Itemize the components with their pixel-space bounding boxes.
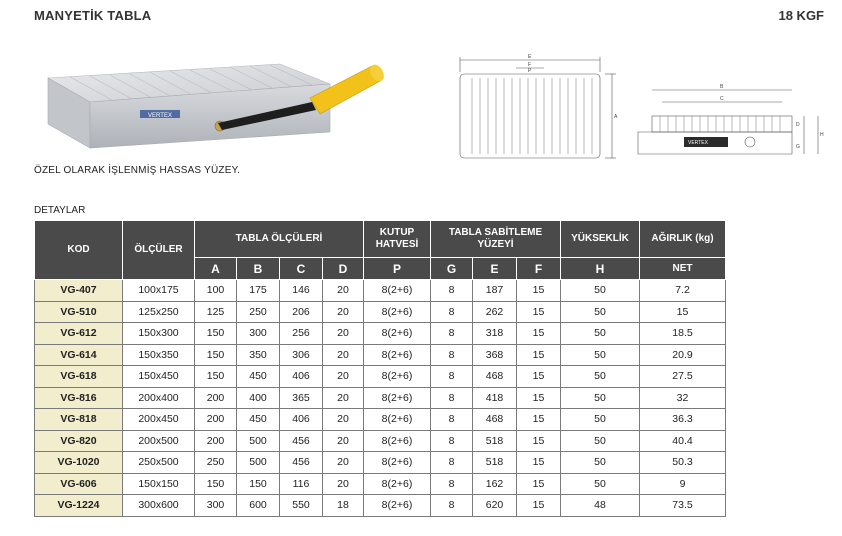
table-cell: 206 <box>280 301 323 323</box>
drawing-brand-label: VERTEX <box>688 140 708 146</box>
table-cell: 20 <box>323 366 364 388</box>
dim-label-g: G <box>796 144 800 150</box>
table-cell: 20 <box>323 344 364 366</box>
table-cell: 8(2+6) <box>364 409 431 431</box>
table-cell: 50 <box>561 344 640 366</box>
table-cell: 256 <box>280 323 323 345</box>
subheader-d: D <box>323 258 364 280</box>
header-tabla-sabitleme: TABLA SABİTLEME YÜZEYİ <box>431 221 561 258</box>
subheader-net: NET <box>640 258 726 280</box>
product-description: ÖZEL OLARAK İŞLENMİŞ HASSAS YÜZEY. <box>34 165 241 176</box>
table-row <box>35 387 726 409</box>
table-cell: 8 <box>431 387 473 409</box>
table-cell: 300x600 <box>123 495 195 517</box>
table-cell: 20 <box>323 430 364 452</box>
table-cell: 200x400 <box>123 387 195 409</box>
table-cell: 418 <box>473 387 517 409</box>
dim-label-d: D <box>796 122 800 128</box>
table-cell: 150x150 <box>123 473 195 495</box>
header-yukseklik: YÜKSEKLİK <box>561 221 640 258</box>
table-cell: 50 <box>561 473 640 495</box>
table-row <box>35 473 726 495</box>
table-cell: 8 <box>431 409 473 431</box>
table-cell: 15 <box>517 452 561 474</box>
table-cell: 15 <box>640 301 726 323</box>
table-cell: 146 <box>280 280 323 302</box>
table-cell: 32 <box>640 387 726 409</box>
table-cell: 15 <box>517 366 561 388</box>
table-cell: 18 <box>323 495 364 517</box>
table-cell: 125x250 <box>123 301 195 323</box>
side-view-drawing <box>632 82 832 162</box>
kod-cell: VG-618 <box>35 366 123 388</box>
table-cell: 125 <box>195 301 237 323</box>
header-olculer: ÖLÇÜLER <box>123 221 195 280</box>
table-cell: 8 <box>431 452 473 474</box>
table-cell: 48 <box>561 495 640 517</box>
table-cell: 8 <box>431 495 473 517</box>
table-cell: 175 <box>237 280 280 302</box>
table-cell: 20 <box>323 473 364 495</box>
table-cell: 400 <box>237 387 280 409</box>
table-cell: 8(2+6) <box>364 473 431 495</box>
table-cell: 50 <box>561 452 640 474</box>
table-cell: 20.9 <box>640 344 726 366</box>
table-cell: 350 <box>237 344 280 366</box>
table-cell: 100x175 <box>123 280 195 302</box>
kod-cell: VG-614 <box>35 344 123 366</box>
table-cell: 150x350 <box>123 344 195 366</box>
subheader-p: P <box>364 258 431 280</box>
table-cell: 15 <box>517 387 561 409</box>
kod-cell: VG-1020 <box>35 452 123 474</box>
table-cell: 150 <box>195 323 237 345</box>
subheader-h: H <box>561 258 640 280</box>
table-cell: 9 <box>640 473 726 495</box>
dim-label-b: B <box>720 84 724 90</box>
dim-label-a: A <box>614 114 618 120</box>
table-row <box>35 366 726 388</box>
header-tabla-olculeri: TABLA ÖLÇÜLERİ <box>195 221 364 258</box>
kod-cell: VG-816 <box>35 387 123 409</box>
table-cell: 50 <box>561 409 640 431</box>
table-cell: 20 <box>323 280 364 302</box>
table-cell: 200 <box>195 387 237 409</box>
table-cell: 8(2+6) <box>364 495 431 517</box>
table-cell: 262 <box>473 301 517 323</box>
dim-label-c: C <box>720 96 724 102</box>
page-title: MANYETİK TABLA <box>34 8 152 23</box>
table-cell: 15 <box>517 430 561 452</box>
kod-cell: VG-612 <box>35 323 123 345</box>
table-cell: 50 <box>561 280 640 302</box>
table-cell: 200 <box>195 409 237 431</box>
kod-cell: VG-818 <box>35 409 123 431</box>
table-cell: 518 <box>473 452 517 474</box>
table-cell: 456 <box>280 430 323 452</box>
table-cell: 8 <box>431 301 473 323</box>
table-cell: 8 <box>431 344 473 366</box>
table-cell: 468 <box>473 366 517 388</box>
table-cell: 8 <box>431 473 473 495</box>
table-cell: 8(2+6) <box>364 344 431 366</box>
table-cell: 8(2+6) <box>364 280 431 302</box>
table-cell: 187 <box>473 280 517 302</box>
table-cell: 500 <box>237 452 280 474</box>
kod-cell: VG-1224 <box>35 495 123 517</box>
table-cell: 15 <box>517 301 561 323</box>
subheader-e: E <box>473 258 517 280</box>
table-cell: 200x500 <box>123 430 195 452</box>
table-cell: 456 <box>280 452 323 474</box>
kod-cell: VG-820 <box>35 430 123 452</box>
table-row <box>35 430 726 452</box>
table-cell: 8(2+6) <box>364 301 431 323</box>
table-cell: 150x300 <box>123 323 195 345</box>
kod-cell: VG-606 <box>35 473 123 495</box>
table-cell: 300 <box>195 495 237 517</box>
table-cell: 50 <box>561 430 640 452</box>
table-cell: 150 <box>195 473 237 495</box>
table-cell: 15 <box>517 495 561 517</box>
table-cell: 8 <box>431 323 473 345</box>
table-cell: 318 <box>473 323 517 345</box>
table-cell: 620 <box>473 495 517 517</box>
table-cell: 8(2+6) <box>364 323 431 345</box>
header-agirlik: AĞIRLIK (kg) <box>640 221 726 258</box>
table-cell: 15 <box>517 344 561 366</box>
table-cell: 50 <box>561 301 640 323</box>
header-kutup-hatvesi: KUTUP HATVESİ <box>364 221 431 258</box>
table-row <box>35 495 726 517</box>
table-cell: 73.5 <box>640 495 726 517</box>
table-cell: 8 <box>431 280 473 302</box>
header-kod: KOD <box>35 221 123 280</box>
table-cell: 100 <box>195 280 237 302</box>
table-cell: 20 <box>323 409 364 431</box>
table-cell: 50 <box>561 366 640 388</box>
table-cell: 8(2+6) <box>364 452 431 474</box>
table-cell: 15 <box>517 409 561 431</box>
details-heading: DETAYLAR <box>34 205 86 216</box>
spec-table <box>34 220 726 517</box>
dim-label-p: P <box>528 68 532 74</box>
table-cell: 162 <box>473 473 517 495</box>
table-cell: 8(2+6) <box>364 430 431 452</box>
kod-cell: VG-510 <box>35 301 123 323</box>
table-cell: 600 <box>237 495 280 517</box>
table-row <box>35 301 726 323</box>
table-cell: 406 <box>280 366 323 388</box>
table-cell: 116 <box>280 473 323 495</box>
table-cell: 365 <box>280 387 323 409</box>
table-cell: 20 <box>323 323 364 345</box>
table-cell: 15 <box>517 280 561 302</box>
kod-cell: VG-407 <box>35 280 123 302</box>
table-cell: 36.3 <box>640 409 726 431</box>
table-cell: 518 <box>473 430 517 452</box>
table-cell: 20 <box>323 387 364 409</box>
table-cell: 18.5 <box>640 323 726 345</box>
table-cell: 50.3 <box>640 452 726 474</box>
dim-label-e: E <box>528 54 532 60</box>
subheader-g: G <box>431 258 473 280</box>
table-cell: 306 <box>280 344 323 366</box>
spec-table-body <box>35 280 726 517</box>
table-cell: 200x450 <box>123 409 195 431</box>
table-cell: 50 <box>561 387 640 409</box>
subheader-f: F <box>517 258 561 280</box>
subheader-c: C <box>280 258 323 280</box>
table-cell: 15 <box>517 473 561 495</box>
top-view-drawing <box>440 52 630 164</box>
table-cell: 15 <box>517 323 561 345</box>
force-rating: 18 KGF <box>778 8 824 23</box>
subheader-a: A <box>195 258 237 280</box>
subheader-b: B <box>237 258 280 280</box>
table-row <box>35 280 726 302</box>
table-row <box>35 344 726 366</box>
table-cell: 368 <box>473 344 517 366</box>
table-cell: 20 <box>323 452 364 474</box>
table-cell: 8(2+6) <box>364 387 431 409</box>
table-cell: 250 <box>237 301 280 323</box>
product-photo <box>30 40 390 158</box>
dim-label-h: H <box>820 132 824 138</box>
table-cell: 150 <box>237 473 280 495</box>
table-cell: 468 <box>473 409 517 431</box>
table-cell: 150x450 <box>123 366 195 388</box>
table-cell: 406 <box>280 409 323 431</box>
table-cell: 200 <box>195 430 237 452</box>
dim-label-f: F <box>528 62 532 68</box>
table-cell: 8 <box>431 430 473 452</box>
table-cell: 27.5 <box>640 366 726 388</box>
table-cell: 450 <box>237 409 280 431</box>
table-cell: 20 <box>323 301 364 323</box>
table-cell: 8(2+6) <box>364 366 431 388</box>
table-cell: 500 <box>237 430 280 452</box>
product-brand-label: VERTEX <box>148 113 172 119</box>
table-cell: 250x500 <box>123 452 195 474</box>
table-row <box>35 409 726 431</box>
table-cell: 50 <box>561 323 640 345</box>
table-cell: 450 <box>237 366 280 388</box>
table-cell: 300 <box>237 323 280 345</box>
table-cell: 8 <box>431 366 473 388</box>
table-cell: 7.2 <box>640 280 726 302</box>
table-cell: 550 <box>280 495 323 517</box>
table-row <box>35 323 726 345</box>
table-row <box>35 452 726 474</box>
table-cell: 250 <box>195 452 237 474</box>
table-cell: 150 <box>195 366 237 388</box>
table-cell: 150 <box>195 344 237 366</box>
table-cell: 40.4 <box>640 430 726 452</box>
